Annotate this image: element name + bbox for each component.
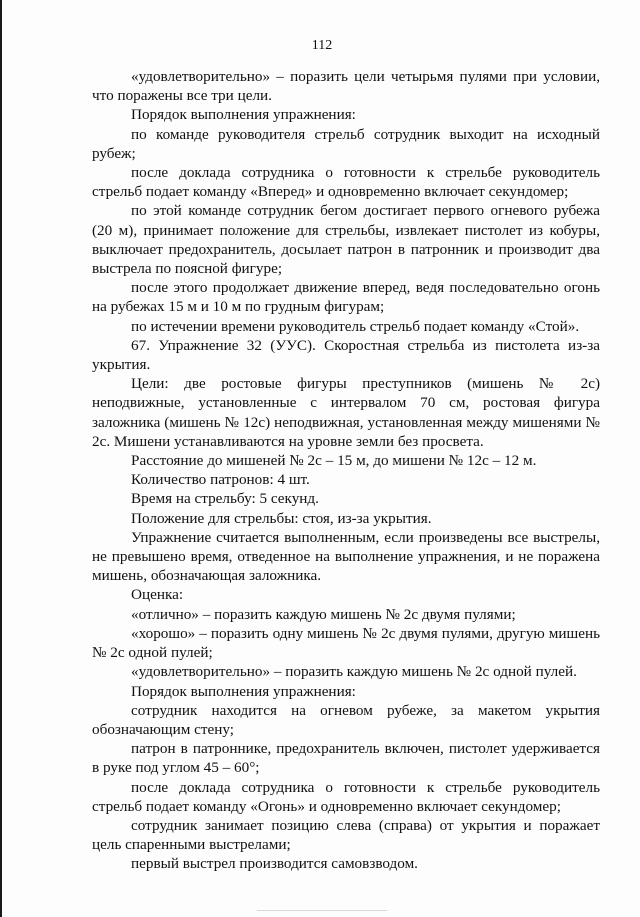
paragraph-step-pistol-angle: патрон в патроннике, предохранитель включен, пистолет удерживается в руке под углом 45 – 60°; [92,740,600,777]
page-number: 112 [311,38,333,53]
paragraph-distance: Расстояние до мишеней № 2с – 15 м, до мишени № 12с – 12 м. [131,452,537,470]
document-body [92,67,600,874]
paragraph-grading-heading: Оценка: [131,586,184,604]
paragraph-procedure-heading: Порядок выполнения упражнения: [131,106,356,124]
paragraph-exercise-title: 67. Упражнение 32 (УУС). Скоростная стрельба из пистолета из-за укрытия. [92,336,600,374]
paragraph-grade-excellent: «отлично» – поразить каждую мишень № 2с двумя пулями; [131,605,516,623]
paragraph-step-start-line: по команде руководителя стрельб сотрудник выходит на исходный рубеж; [92,125,600,162]
paragraph-procedure-heading-2: Порядок выполнения упражнения: [131,682,356,700]
paragraph-step-stop-command: по истечении времени руководитель стрельб подает команду «Стой». [131,317,580,335]
paragraph-step-first-line: по этой команде сотрудник бегом достигает первого огневого рубежа (20 м), принимает положение для стрельбы, извлекает пистолет из кобуры, выключает предохранитель, досылает патрон в патронник и производит два выстрела по поясной фигуре; [92,202,600,278]
paragraph-grade-good: «хорошо» – поразить одну мишень № 2с двумя пулями, другую мишень № 2с одной пулей; [92,624,600,662]
paragraph-satisfactory-grade: «удовлетворительно» – поразить цели четырьмя пулями при условии, что поражены все три цели. [92,68,600,105]
paragraph-step-behind-cover: сотрудник находится на огневом рубеже, за макетом укрытия обозначающим стену; [92,701,600,738]
paragraph-time-limit: Время на стрельбу: 5 секунд. [131,490,319,508]
paragraph-targets: Цели: две ростовые фигуры преступников (мишень № 2с) неподвижные, установленные с интервалом 70 см, ростовая фигура заложника (мишень № 12с) неподвижная, установленная между мишенями № 2с. Мишени устанавливаются на уровне земли без просвета. [92,375,600,450]
paragraph-step-first-shot: первый выстрел производится самовзводом. [131,855,418,873]
paragraph-firing-position: Положение для стрельбы: стоя, из-за укрытия. [131,509,432,527]
paragraph-step-continue-fire: после этого продолжает движение вперед, ведя последовательно огонь на рубежах 15 м и 10 м по грудным фигурам; [92,279,600,316]
paragraph-completion-criteria: Упражнение считается выполненным, если произведены все выстрелы, не превышено время, отведенное на выполнение упражнения, и не поражена мишень, обозначающая заложника. [92,528,600,585]
paragraph-step-fire-command: после доклада сотрудника о готовности к стрельбе руководитель стрельб подает команду «Огонь» и одновременно включает секундомер; [92,778,600,815]
paragraph-ammo-count: Количество патронов: 4 шт. [131,471,310,489]
paragraph-step-forward-command: после доклада сотрудника о готовности к стрельбе руководитель стрельб подает команду «Вперед» и одновременно включает секундомер; [92,164,600,201]
paragraph-grade-satisfactory: «удовлетворительно» – поразить каждую мишень № 2с одной пулей. [131,663,577,681]
paragraph-step-paired-shots: сотрудник занимает позицию слева (справа) от укрытия и поражает цель спаренными выстрелами; [92,816,600,854]
scan-artifact-line [257,910,387,911]
